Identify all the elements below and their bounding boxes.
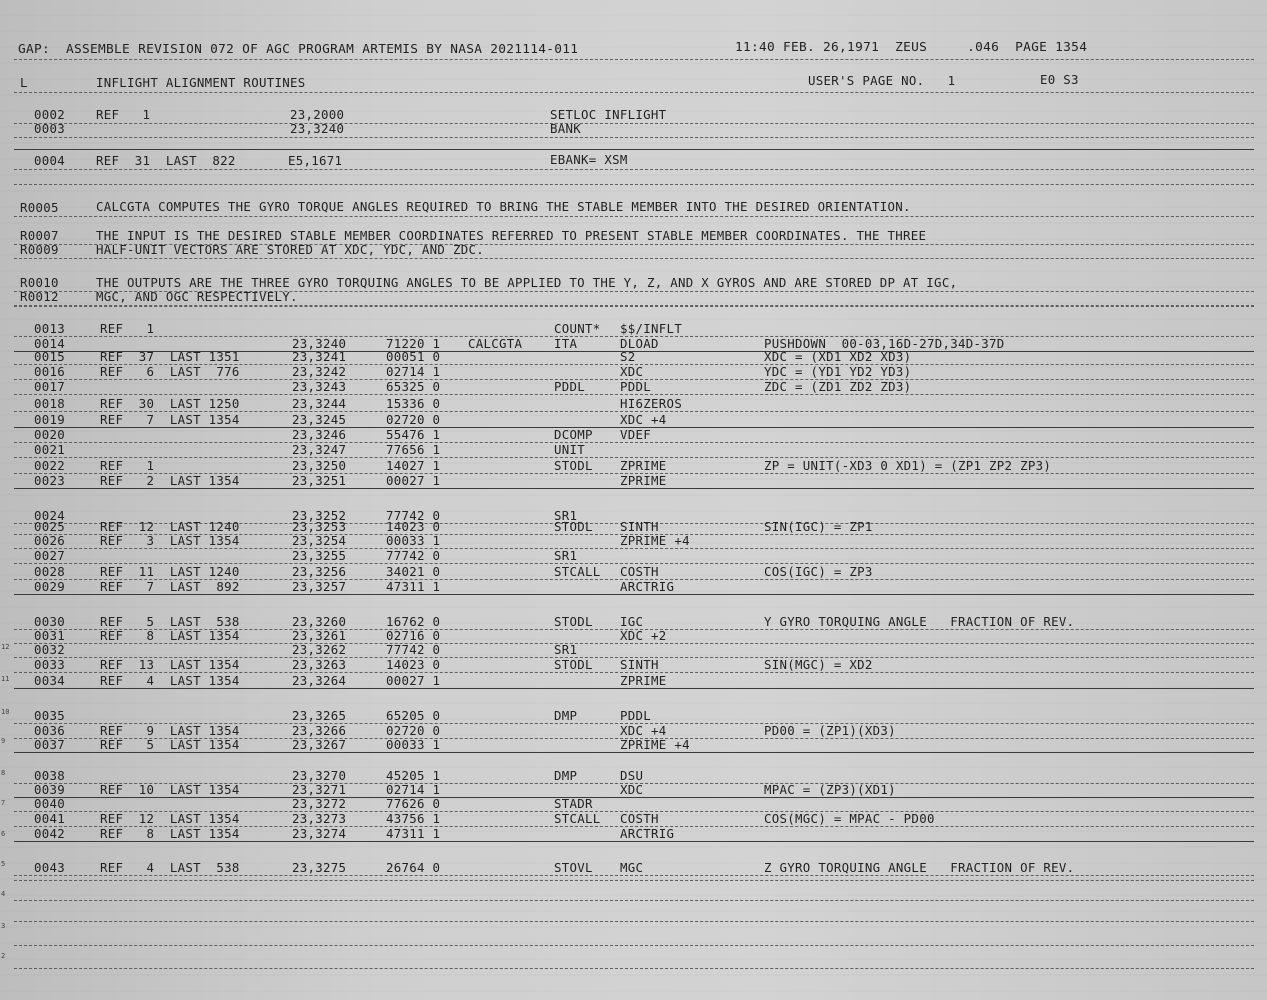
line-comment: ZP = UNIT(-XD3 0 XD1) = (ZP1 ZP2 ZP3) [764, 458, 1052, 473]
line-operand: SINTH [620, 519, 659, 534]
line-opcode: SETLOC INFLIGHT [550, 107, 667, 122]
header-l-marker: L [20, 75, 28, 90]
line-octal-word: 02720 0 [386, 412, 441, 427]
line-address: 23,3267 [292, 737, 347, 752]
row-rule [14, 123, 1254, 124]
line-operand: PDDL [620, 708, 652, 723]
line-ref: REF 1 [100, 458, 155, 473]
line-address: 23,3242 [292, 364, 347, 379]
line-seq-number: 0020 [34, 427, 66, 442]
line-address: 23,3266 [292, 723, 347, 738]
remark-text: HALF-UNIT VECTORS ARE STORED AT XDC, YDC, AND ZDC. [96, 242, 484, 257]
line-operand: ARCTRIG [620, 826, 675, 841]
line-seq-number: 0022 [34, 458, 66, 473]
line-address: 23,3272 [292, 796, 347, 811]
row-rule [14, 149, 1254, 150]
line-operand: XDC +4 [620, 723, 667, 738]
line-ref: REF 31 LAST 822 [96, 153, 236, 168]
line-ref: REF 7 LAST 892 [100, 579, 240, 594]
line-comment: XDC = (XD1 XD2 XD3) [764, 349, 912, 364]
line-operand: ZPRIME [620, 473, 667, 488]
line-octal-word: 16762 0 [386, 614, 441, 629]
listing-header-title: GAP: ASSEMBLE REVISION 072 OF AGC PROGRAM ARTEMIS BY NASA 2021114-011 [18, 42, 579, 57]
margin-number: 3 [1, 922, 6, 930]
line-ref: REF 5 LAST 538 [100, 614, 240, 629]
line-opcode: DMP [554, 708, 578, 723]
row-rule [14, 797, 1254, 798]
row-rule [14, 968, 1254, 969]
line-opcode: DMP [554, 768, 578, 783]
line-operand: SINTH [620, 657, 659, 672]
line-ref: REF 9 LAST 1354 [100, 723, 240, 738]
line-operand: IGC [620, 614, 644, 629]
line-opcode: SR1 [554, 642, 578, 657]
line-address: E5,1671 [288, 153, 343, 168]
header-rule [14, 59, 1254, 60]
line-address: 23,3247 [292, 442, 347, 457]
margin-number: 4 [1, 890, 6, 898]
row-rule [14, 548, 1254, 549]
line-ref: REF 4 LAST 538 [100, 860, 240, 875]
line-address: 23,3243 [292, 379, 347, 394]
margin-number: 8 [1, 769, 6, 777]
line-operand: XDC [620, 782, 644, 797]
line-operand: DLOAD [620, 336, 659, 351]
line-seq-number: 0002 [34, 107, 66, 122]
row-rule [14, 945, 1254, 946]
line-comment: PD00 = (ZP1)(XD3) [764, 723, 896, 738]
line-operand: ZPRIME +4 [620, 533, 690, 548]
margin-number: 9 [1, 737, 6, 745]
line-comment: MPAC = (ZP3)(XD1) [764, 782, 896, 797]
line-opcode: UNIT [554, 442, 586, 457]
line-address: 23,3240 [292, 336, 347, 351]
e0-marker: E0 S3 [1040, 72, 1079, 87]
line-ref: REF 7 LAST 1354 [100, 412, 240, 427]
line-seq-number: 0013 [34, 321, 66, 336]
line-ref: REF 2 LAST 1354 [100, 473, 240, 488]
line-opcode: BANK [550, 121, 582, 136]
line-seq-number: 0017 [34, 379, 66, 394]
margin-number: 10 [1, 708, 10, 716]
row-rule [14, 394, 1254, 395]
line-octal-word: 65205 0 [386, 708, 441, 723]
line-octal-word: 02714 1 [386, 364, 441, 379]
line-operand: S2 [620, 349, 636, 364]
line-seq-number: 0036 [34, 723, 66, 738]
line-seq-number: 0026 [34, 533, 66, 548]
line-seq-number: 0004 [34, 153, 66, 168]
line-address: 23,3240 [290, 121, 345, 136]
row-rule [14, 306, 1254, 307]
remark-text: THE OUTPUTS ARE THE THREE GYRO TORQUING ANGLES TO BE APPLIED TO THE Y, Z, AND X GYROS AND ARE STORED DP AT IGC, [96, 275, 958, 290]
line-ref: REF 37 LAST 1351 [100, 349, 240, 364]
row-rule [14, 688, 1254, 689]
line-operand: COSTH [620, 564, 659, 579]
line-octal-word: 00051 0 [386, 349, 441, 364]
line-octal-word: 71220 1 [386, 336, 441, 351]
line-octal-word: 02720 0 [386, 723, 441, 738]
row-rule [14, 900, 1254, 901]
line-opcode: PDDL [554, 379, 586, 394]
line-seq-number: 0028 [34, 564, 66, 579]
line-seq-number: 0031 [34, 628, 66, 643]
line-octal-word: 55476 1 [386, 427, 441, 442]
line-seq-number: 0034 [34, 673, 66, 688]
line-opcode: DCOMP [554, 427, 593, 442]
line-operand: XDC [620, 364, 644, 379]
margin-number: 5 [1, 860, 6, 868]
line-seq-number: 0037 [34, 737, 66, 752]
line-address: 23,3264 [292, 673, 347, 688]
line-address: 23,3260 [292, 614, 347, 629]
line-seq-number: 0040 [34, 796, 66, 811]
line-opcode: STODL [554, 614, 593, 629]
line-octal-word: 65325 0 [386, 379, 441, 394]
line-seq-number: 0015 [34, 349, 66, 364]
line-seq-number: 0033 [34, 657, 66, 672]
line-seq-number: 0043 [34, 860, 66, 875]
line-opcode: STODL [554, 519, 593, 534]
line-address: 23,2000 [290, 107, 345, 122]
row-rule [14, 752, 1254, 753]
line-octal-word: 02716 0 [386, 628, 441, 643]
line-operand: ARCTRIG [620, 579, 675, 594]
line-address: 23,3271 [292, 782, 347, 797]
line-operand: ZPRIME +4 [620, 737, 690, 752]
line-operand: PDDL [620, 379, 652, 394]
line-comment: Z GYRO TORQUING ANGLE FRACTION OF REV. [764, 860, 1075, 875]
line-comment: Y GYRO TORQUING ANGLE FRACTION OF REV. [764, 614, 1075, 629]
row-rule [14, 643, 1254, 644]
row-rule [14, 137, 1254, 138]
line-operand: DSU [620, 768, 644, 783]
line-octal-word: 00033 1 [386, 533, 441, 548]
line-ref: REF 30 LAST 1250 [100, 396, 240, 411]
line-address: 23,3246 [292, 427, 347, 442]
line-address: 23,3273 [292, 811, 347, 826]
line-ref: REF 13 LAST 1354 [100, 657, 240, 672]
row-rule [14, 169, 1254, 170]
line-seq-number: 0027 [34, 548, 66, 563]
line-octal-word: 34021 0 [386, 564, 441, 579]
row-rule [14, 875, 1254, 876]
users-page-number: USER'S PAGE NO. 1 [808, 73, 956, 88]
line-seq-number: 0035 [34, 708, 66, 723]
line-address: 23,3263 [292, 657, 347, 672]
line-seq-number: 0003 [34, 121, 66, 136]
line-address: 23,3252 [292, 508, 347, 523]
line-seq-number: 0014 [34, 336, 66, 351]
line-ref: REF 6 LAST 776 [100, 364, 240, 379]
line-seq-number: 0038 [34, 768, 66, 783]
row-rule [14, 216, 1254, 217]
section-rule [14, 92, 1254, 93]
line-address: 23,3241 [292, 349, 347, 364]
line-octal-word: 00033 1 [386, 737, 441, 752]
line-ref: REF 5 LAST 1354 [100, 737, 240, 752]
line-octal-word: 77626 0 [386, 796, 441, 811]
row-rule [14, 184, 1254, 185]
line-ref: REF 1 [96, 107, 151, 122]
line-address: 23,3257 [292, 579, 347, 594]
line-address: 23,3255 [292, 548, 347, 563]
line-ref: REF 8 LAST 1354 [100, 628, 240, 643]
line-operand: $$/INFLT [620, 321, 683, 336]
listing-header-timestamp: 11:40 FEB. 26,1971 ZEUS .046 PAGE 1354 [735, 40, 1088, 55]
line-seq-number: 0024 [34, 508, 66, 523]
line-opcode: SR1 [554, 508, 578, 523]
line-address: 23,3265 [292, 708, 347, 723]
line-seq-number: 0023 [34, 473, 66, 488]
line-octal-word: 00027 1 [386, 473, 441, 488]
line-ref: REF 8 LAST 1354 [100, 826, 240, 841]
line-operand: ZPRIME [620, 458, 667, 473]
margin-number: 11 [1, 675, 10, 683]
line-seq-number: 0021 [34, 442, 66, 457]
line-ref: REF 11 LAST 1240 [100, 564, 240, 579]
line-octal-word: 14023 0 [386, 657, 441, 672]
line-operand: HI6ZEROS [620, 396, 683, 411]
line-comment: ZDC = (ZD1 ZD2 ZD3) [764, 379, 912, 394]
line-octal-word: 47311 1 [386, 826, 441, 841]
line-octal-word: 77742 0 [386, 642, 441, 657]
line-address: 23,3262 [292, 642, 347, 657]
line-opcode: STODL [554, 458, 593, 473]
remark-text: THE INPUT IS THE DESIRED STABLE MEMBER COORDINATES REFERRED TO PRESENT STABLE MEMBER COORDINATES. THE THREE [96, 228, 927, 243]
line-octal-word: 77742 0 [386, 508, 441, 523]
line-comment: SIN(IGC) = ZP1 [764, 519, 873, 534]
line-seq-number: 0042 [34, 826, 66, 841]
line-ref: REF 1 [100, 321, 155, 336]
line-opcode: STADR [554, 796, 593, 811]
section-title: INFLIGHT ALIGNMENT ROUTINES [96, 75, 306, 90]
line-octal-word: 15336 0 [386, 396, 441, 411]
line-operand: VDEF [620, 427, 652, 442]
line-opcode: SR1 [554, 548, 578, 563]
line-comment: PUSHDOWN 00-03,16D-27D,34D-37D [764, 336, 1005, 351]
line-ref: REF 3 LAST 1354 [100, 533, 240, 548]
row-rule [14, 488, 1254, 489]
line-comment: SIN(MGC) = XD2 [764, 657, 873, 672]
line-opcode: STCALL [554, 811, 601, 826]
line-seq-number: 0032 [34, 642, 66, 657]
line-seq-number: 0039 [34, 782, 66, 797]
line-address: 23,3245 [292, 412, 347, 427]
line-opcode: COUNT* [554, 321, 601, 336]
remark-text: MGC, AND OGC RESPECTIVELY. [96, 289, 298, 304]
margin-number: 12 [1, 643, 10, 651]
line-ref: REF 12 LAST 1354 [100, 811, 240, 826]
line-opcode: STOVL [554, 860, 593, 875]
line-address: 23,3254 [292, 533, 347, 548]
margin-number: 7 [1, 799, 6, 807]
line-octal-word: 77742 0 [386, 548, 441, 563]
line-seq-number: 0041 [34, 811, 66, 826]
line-comment: YDC = (YD1 YD2 YD3) [764, 364, 912, 379]
remark-seq-number: R0010 [20, 275, 59, 290]
line-address: 23,3256 [292, 564, 347, 579]
row-rule [14, 442, 1254, 443]
line-operand: MGC [620, 860, 644, 875]
line-operand: XDC +4 [620, 412, 667, 427]
line-seq-number: 0018 [34, 396, 66, 411]
line-operand: COSTH [620, 811, 659, 826]
line-opcode: ITA [554, 336, 578, 351]
line-seq-number: 0030 [34, 614, 66, 629]
line-octal-word: 14027 1 [386, 458, 441, 473]
remark-seq-number: R0007 [20, 228, 59, 243]
margin-number: 2 [1, 952, 6, 960]
line-comment: COS(MGC) = MPAC - PD00 [764, 811, 935, 826]
line-octal-word: 26764 0 [386, 860, 441, 875]
line-address: 23,3261 [292, 628, 347, 643]
line-address: 23,3274 [292, 826, 347, 841]
line-operand: ZPRIME [620, 673, 667, 688]
row-rule [14, 258, 1254, 259]
line-ref: REF 12 LAST 1240 [100, 519, 240, 534]
remark-seq-number: R0005 [20, 200, 59, 215]
line-ref: REF 10 LAST 1354 [100, 782, 240, 797]
line-octal-word: 43756 1 [386, 811, 441, 826]
row-rule [14, 841, 1254, 842]
line-octal-word: 14023 0 [386, 519, 441, 534]
row-rule [14, 880, 1254, 881]
line-octal-word: 45205 1 [386, 768, 441, 783]
line-octal-word: 02714 1 [386, 782, 441, 797]
line-seq-number: 0016 [34, 364, 66, 379]
line-address: 23,3250 [292, 458, 347, 473]
line-label: CALCGTA [468, 336, 523, 351]
line-opcode: EBANK= XSM [550, 152, 628, 167]
line-octal-word: 00027 1 [386, 673, 441, 688]
margin-number: 6 [1, 830, 6, 838]
line-address: 23,3253 [292, 519, 347, 534]
line-seq-number: 0029 [34, 579, 66, 594]
remark-text: CALCGTA COMPUTES THE GYRO TORQUE ANGLES REQUIRED TO BRING THE STABLE MEMBER INTO THE DESIRED ORIENTATION. [96, 199, 911, 214]
line-address: 23,3275 [292, 860, 347, 875]
line-opcode: STCALL [554, 564, 601, 579]
row-rule [14, 594, 1254, 595]
line-opcode: STODL [554, 657, 593, 672]
line-address: 23,3270 [292, 768, 347, 783]
line-address: 23,3244 [292, 396, 347, 411]
line-address: 23,3251 [292, 473, 347, 488]
line-octal-word: 77656 1 [386, 442, 441, 457]
line-comment: COS(IGC) = ZP3 [764, 564, 873, 579]
remark-seq-number: R0012 [20, 289, 59, 304]
row-rule [14, 921, 1254, 922]
line-seq-number: 0019 [34, 412, 66, 427]
line-octal-word: 47311 1 [386, 579, 441, 594]
line-seq-number: 0025 [34, 519, 66, 534]
line-ref: REF 4 LAST 1354 [100, 673, 240, 688]
remark-seq-number: R0009 [20, 242, 59, 257]
line-operand: XDC +2 [620, 628, 667, 643]
